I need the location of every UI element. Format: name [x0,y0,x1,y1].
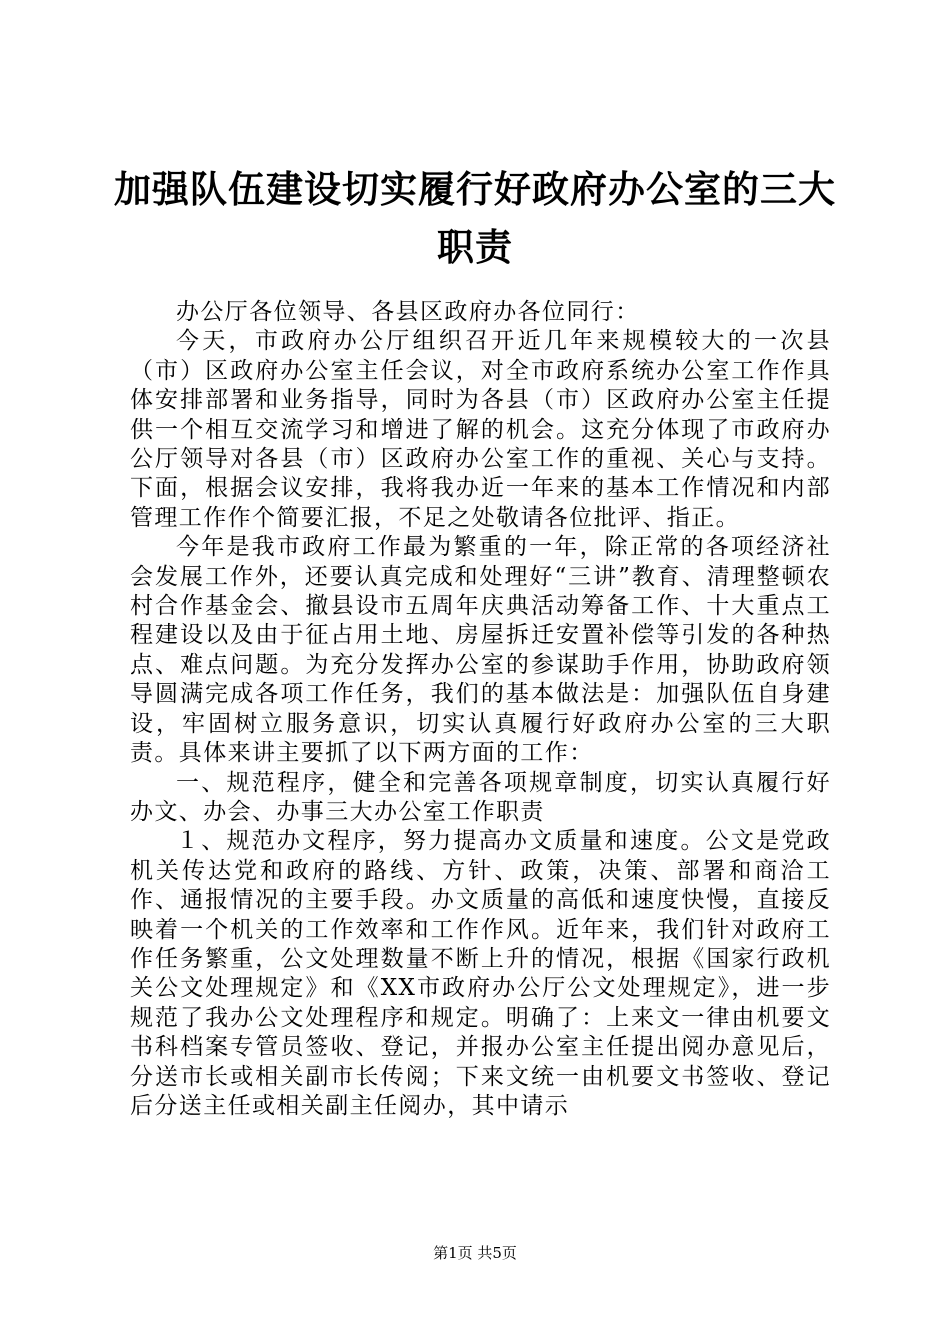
document-body [130,298,831,1121]
paragraph-salutation: 办公厅各位领导、各县区政府办各位同行： [176,299,640,325]
paragraph-item-1: １、规范办文程序，努力提高办文质量和速度。公文是党政机关传达党和政府的路线、方针、政策，决策、部署和商洽工作、通报情况的主要手段。办文质量的高低和速度快慢，直接反映着一个机关的工作效率和工作作风。近年来，我们针对政府工作任务繁重，公文处理数量不断上升的情况，根据《国家行政机关公文处理规定》和《XX市政府办公厅公文处理规定》，进一步规范了我办公文处理程序和规定。明确了：上来文一律由机要文书科档案专管员签收、登记，并报办公室主任提出阅办意见后，分送市长或相关副市长传阅；下来文统一由机要文书签收、登记后分送主任或相关副主任阅办，其中请示 [130,828,831,1119]
document-title: 加强队伍建设切实履行好政府办公室的三大职责 [114,167,836,269]
paragraph-intro: 今天，市政府办公厅组织召开近几年来规模较大的一次县（市）区政府办公室主任会议，对全市政府系统办公室工作作具体安排部署和业务指导，同时为各县（市）区政府办公室主任提供一个相互交流学习和增进了解的机会。这充分体现了市政府办公厅领导对各县（市）区政府办公室工作的重视、关心与支持。下面，根据会议安排，我将我办近一年来的基本工作情况和内部管理工作作个简要汇报，不足之处敬请各位批评、指正。 [130,328,831,531]
paragraph-section-heading: 一、规范程序，健全和完善各项规章制度，切实认真履行好办文、办会、办事三大办公室工作职责 [130,769,831,825]
page-number-footer: 第1页 共5页 [433,1244,517,1262]
paragraph-background: 今年是我市政府工作最为繁重的一年，除正常的各项经济社会发展工作外，还要认真完成和处理好“三讲”教育、清理整顿农村合作基金会、撤县设市五周年庆典活动筹备工作、十大重点工程建设以及由于征占用土地、房屋拆迁安置补偿等引发的各种热点、难点问题。为充分发挥办公室的参谋助手作用，协助政府领导圆满完成各项工作任务，我们的基本做法是：加强队伍自身建设，牢固树立服务意识，切实认真履行好政府办公室的三大职责。具体来讲主要抓了以下两方面的工作： [130,534,831,767]
